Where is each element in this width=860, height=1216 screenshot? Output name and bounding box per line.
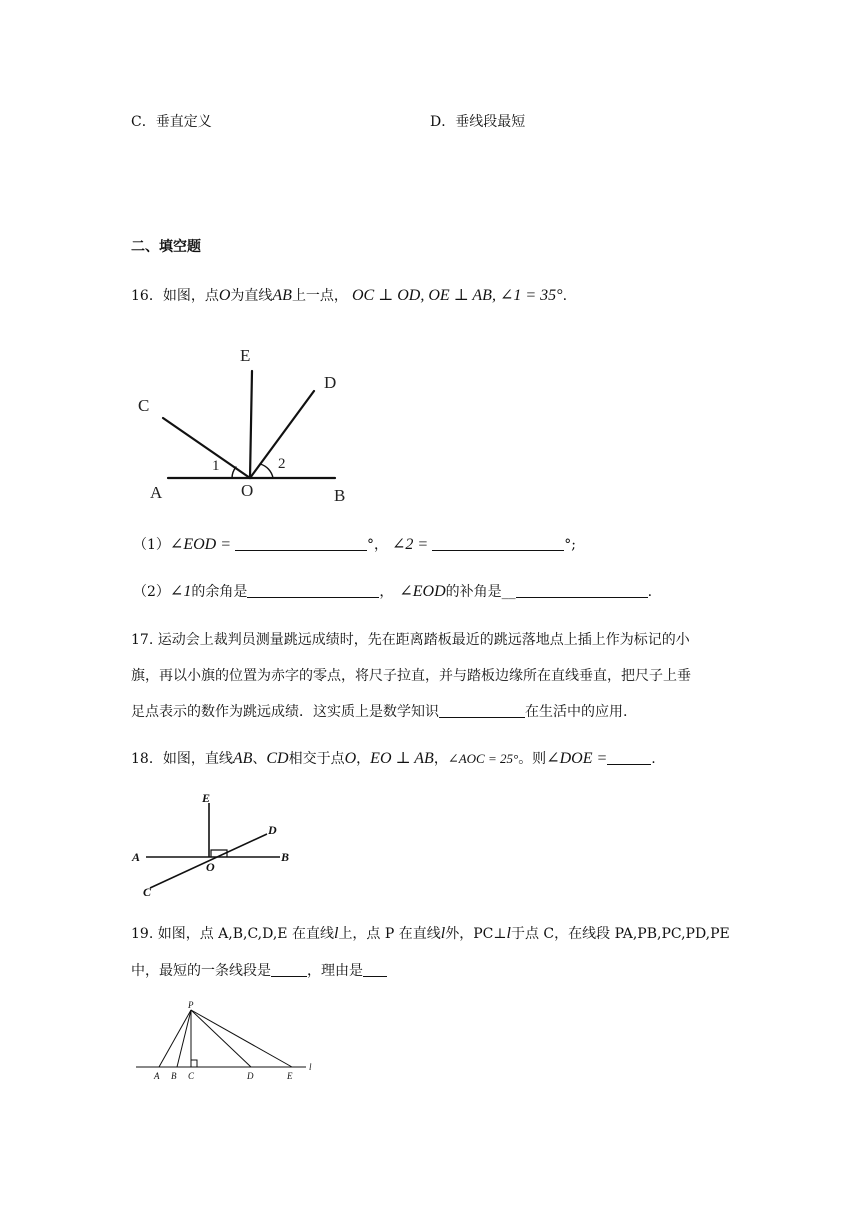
- q18-answer[interactable]: [607, 750, 651, 765]
- q17-line3: 足点表示的数作为跳远成绩．这实质上是数学知识 在生活中的应用.: [131, 704, 628, 720]
- q16-part1: （1）∠EOD = °， ∠2 = °;: [133, 536, 576, 553]
- q19-figure: [130, 998, 320, 1088]
- option-d: D．垂线段最短: [430, 114, 526, 130]
- q16-label-2: 2: [278, 456, 286, 472]
- q16-figure: [130, 336, 360, 511]
- q16-label-c: C: [138, 396, 150, 415]
- q16-answer-eod[interactable]: [235, 536, 367, 551]
- q19-label-l: l: [309, 1062, 312, 1072]
- q16-answer-supplement[interactable]: [516, 583, 648, 598]
- q19-answer-reason[interactable]: [363, 962, 387, 977]
- section-title: 二、填空题: [131, 239, 201, 255]
- q19-label-d: D: [247, 1071, 254, 1081]
- q18-label-a: A: [132, 850, 141, 864]
- q16-label-b: B: [334, 486, 346, 505]
- q19-line2: 中，最短的一条线段是 ，理由是: [131, 961, 387, 981]
- q19-label-a: A: [154, 1071, 160, 1081]
- q16-label-e: E: [240, 346, 251, 365]
- q17-answer[interactable]: [439, 703, 525, 718]
- q16-label-1: 1: [212, 458, 220, 474]
- q18-figure: [130, 790, 300, 900]
- q19-line1: 19. 如图，点 A,B,C,D,E 在直线l上，点 P 在直线l外，PC⊥l于点 C，在线段 PA,PB,PC,PD,PE: [131, 925, 730, 942]
- q16-label-o: O: [241, 481, 254, 500]
- q16-label-a: A: [150, 483, 163, 502]
- q18-label-o: O: [206, 860, 215, 874]
- q17-line1: 17. 运动会上裁判员测量跳远成绩时，先在距离踏板最近的跳远落地点上插上作为标记的小: [131, 632, 690, 648]
- q19-label-b: B: [171, 1071, 177, 1081]
- q16-label-d: D: [324, 373, 337, 392]
- q18-stem: 18．如图，直线AB、CD相交于点O，EO ⊥ AB，∠AOC = 25°。则∠DOE = .: [131, 750, 656, 767]
- q16-part2: （2）∠1的余角是 ， ∠EOD的补角是__ .: [133, 583, 653, 600]
- q16-answer-complement[interactable]: [247, 583, 379, 598]
- q18-label-c: C: [143, 885, 152, 899]
- option-c: C．垂直定义: [131, 114, 212, 130]
- q19-answer-segment[interactable]: [271, 962, 307, 977]
- q16-stem: 16．如图，点O为直线AB上一点， OC ⊥ OD, OE ⊥ AB, ∠1 = 35°.: [131, 287, 568, 304]
- q16-condition: OC ⊥ OD, OE ⊥ AB, ∠1 = 35°: [351, 287, 563, 304]
- q19-label-c: C: [188, 1071, 195, 1081]
- q16-answer-2[interactable]: [432, 536, 564, 551]
- q18-label-b: B: [281, 850, 290, 864]
- q19-label-p: P: [188, 1000, 194, 1010]
- q18-label-d: D: [268, 823, 277, 837]
- q18-label-e: E: [202, 791, 211, 805]
- q19-label-e: E: [287, 1071, 293, 1081]
- q17-line2: 旗，再以小旗的位置为赤字的零点，将尺子拉直，并与踏板边缘所在直线垂直，把尺子上垂: [131, 668, 691, 684]
